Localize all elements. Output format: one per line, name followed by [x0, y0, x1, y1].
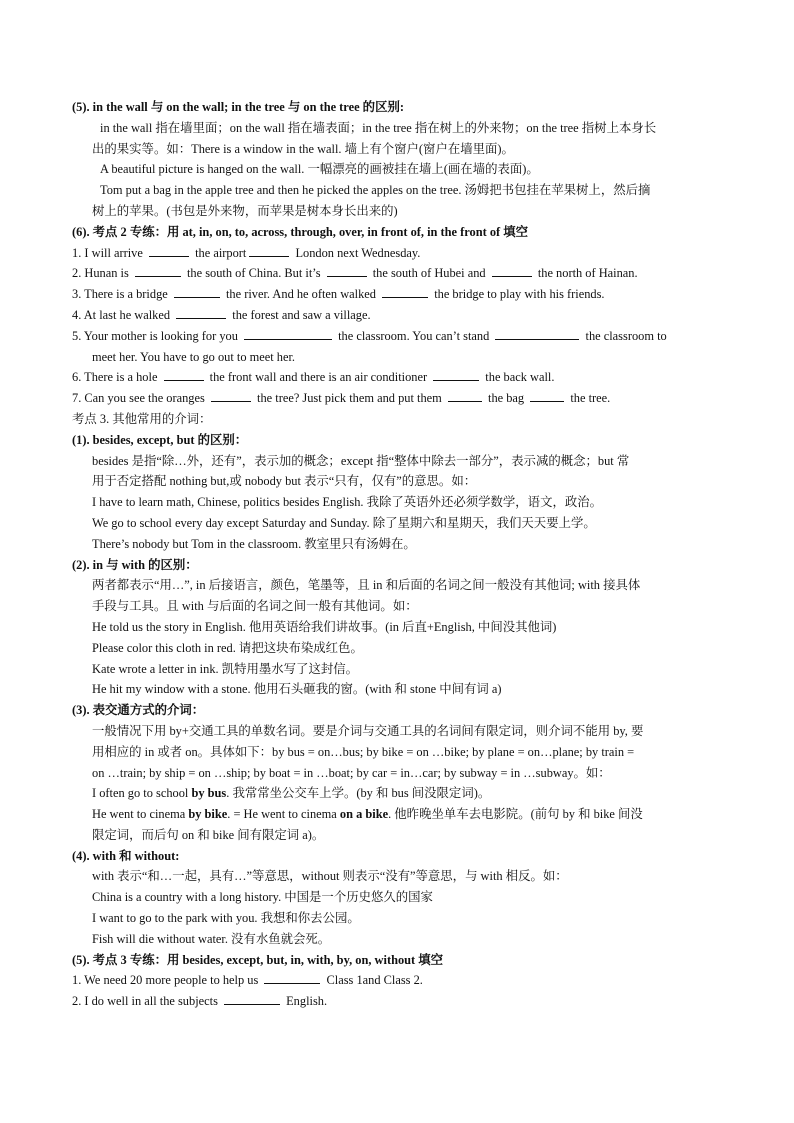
subsection-heading: (1). besides, except, but 的区别： — [72, 432, 248, 447]
paragraph-line: 出的果实等。如：There is a window in the wall. 墙上有个窗户(窗户在墙里面)。 — [92, 141, 514, 156]
exercise-heading: (5). 考点 3 专练：用 besides, except, but, in, with, by, on, without 填空 — [72, 952, 444, 967]
answer-blank[interactable] — [264, 971, 320, 984]
answer-blank[interactable] — [495, 327, 579, 340]
exercise-question: 4. At last he walked the forest and saw a village. — [72, 307, 371, 322]
answer-blank[interactable] — [149, 244, 189, 257]
paragraph-line: 用于否定搭配 nothing but,或 nobody but 表示“只有，仅有”的意思。如： — [92, 474, 477, 489]
exercise-question: 2. I do well in all the subjects English. — [72, 994, 328, 1009]
answer-blank[interactable] — [448, 389, 482, 402]
paragraph-line: Tom put a bag in the apple tree and then he picked the apples on the tree. 汤姆把书包挂在苹果树上，然后摘 — [100, 183, 651, 198]
answer-blank[interactable] — [135, 264, 181, 277]
answer-blank[interactable] — [433, 368, 479, 381]
exercise-question-continued: meet her. You have to go out to meet her. — [92, 349, 296, 364]
exercise-question: 6. There is a hole the front wall and there is an air conditioner the back wall. — [72, 370, 555, 385]
subsection-heading: (2). in 与 with 的区别： — [72, 557, 198, 572]
example-sentence: Kate wrote a letter in ink. 凯特用墨水写了这封信。 — [92, 661, 359, 676]
exercise-question: 3. There is a bridge the river. And he often walked the bridge to play with his friends. — [72, 287, 605, 302]
paragraph-line: 树上的苹果。(书包是外来物，而苹果是树本身长出来的) — [92, 203, 398, 218]
exercise-question: 1. We need 20 more people to help us Class 1and Class 2. — [72, 973, 423, 988]
example-sentence: There’s nobody but Tom in the classroom. 教室里只有汤姆在。 — [92, 536, 416, 551]
example-sentence: I have to learn math, Chinese, politics besides English. 我除了英语外还必须学数学，语文，政治。 — [92, 495, 603, 510]
exercise-heading: (6). 考点 2 专练：用 at, in, on, to, across, through, over, in front of, in the front of 填空 — [72, 224, 529, 239]
exercise-question: 5. Your mother is looking for you the classroom. You can’t stand the classroom to — [72, 328, 667, 343]
document-content — [72, 97, 722, 1012]
paragraph-line: 一般情况下用 by+交通工具的单数名词。要是介词与交通工具的名词间有限定词，则介词不能用 by, 要 — [92, 723, 644, 738]
paragraph-line: 手段与工具。且 with 与后面的名词之间一般有其他词。如： — [92, 599, 418, 614]
paragraph-line: in the wall 指在墙里面；on the wall 指在墙表面；in the tree 指在树上的外来物；on the tree 指树上本身长 — [100, 120, 657, 135]
example-sentence: He went to cinema by bike. = He went to cinema on a bike. 他昨晚坐单车去电影院。(前句 by 和 bike 间没 — [92, 807, 643, 822]
example-sentence: I want to go to the park with you. 我想和你去公园。 — [92, 911, 360, 926]
paragraph-line: besides 是指“除…外，还有”，表示加的概念；except 指“整体中除去一部分”，表示减的概念；but 常 — [92, 453, 630, 468]
example-sentence: Please color this cloth in red. 请把这块布染成红色。 — [92, 640, 363, 655]
example-sentence: Fish will die without water. 没有水鱼就会死。 — [92, 931, 331, 946]
topic-heading: 考点 3. 其他常用的介词： — [72, 411, 212, 426]
answer-blank[interactable] — [224, 992, 280, 1005]
paragraph-line: 用相应的 in 或者 on。具体如下：by bus = on…bus; by bike = on …bike; by plane = on…plane; by train = — [92, 744, 635, 759]
paragraph-line: 限定词，而后句 on 和 bike 间有限定词 a)。 — [92, 827, 325, 842]
answer-blank[interactable] — [492, 264, 532, 277]
paragraph-line: 两者都表示“用…”, in 后接语言，颜色，笔墨等，且 in 和后面的名词之间一般没有其他词; with 接具体 — [92, 578, 641, 593]
example-sentence: China is a country with a long history. 中国是一个历史悠久的国家 — [92, 890, 433, 905]
answer-blank[interactable] — [164, 368, 204, 381]
example-sentence: I often go to school by bus. 我常常坐公交车上学。(by 和 bus 间没限定词)。 — [92, 786, 491, 801]
section-heading: (5). in the wall 与 on the wall; in the tree 与 on the tree 的区别: — [72, 100, 404, 114]
answer-blank[interactable] — [244, 327, 332, 340]
answer-blank[interactable] — [327, 264, 367, 277]
example-sentence: We go to school every day except Saturday and Sunday. 除了星期六和星期天，我们天天要上学。 — [92, 515, 596, 530]
paragraph-line: with 表示“和…一起，具有…”等意思，without 则表示“没有”等意思，与 with 相反。如： — [92, 869, 568, 884]
answer-blank[interactable] — [382, 285, 428, 298]
example-sentence: He hit my window with a stone. 他用石头砸我的窗。(with 和 stone 中间有词 a) — [92, 682, 502, 697]
exercise-question: 7. Can you see the oranges the tree? Just pick them and put them the bag the tree. — [72, 391, 611, 406]
answer-blank[interactable] — [176, 306, 226, 319]
answer-blank[interactable] — [530, 389, 564, 402]
answer-blank[interactable] — [211, 389, 251, 402]
paragraph-line: on …train; by ship = on …ship; by boat = in …boat; by car = in…car; by subway = in …subway。如： — [92, 765, 611, 780]
subsection-heading: (3). 表交通方式的介词： — [72, 703, 205, 718]
answer-blank[interactable] — [249, 244, 289, 257]
exercise-question: 1. I will arrive the airport London next Wednesday. — [72, 245, 421, 260]
subsection-heading: (4). with 和 without: — [72, 848, 180, 863]
exercise-question: 2. Hunan is the south of China. But it’s the south of Hubei and the north of Hainan. — [72, 266, 638, 281]
example-sentence: He told us the story in English. 他用英语给我们讲故事。(in 后直+English, 中间没其他词) — [92, 619, 557, 634]
answer-blank[interactable] — [174, 285, 220, 298]
paragraph-line: A beautiful picture is hanged on the wall. 一幅漂亮的画被挂在墙上(画在墙的表面)。 — [100, 162, 539, 177]
